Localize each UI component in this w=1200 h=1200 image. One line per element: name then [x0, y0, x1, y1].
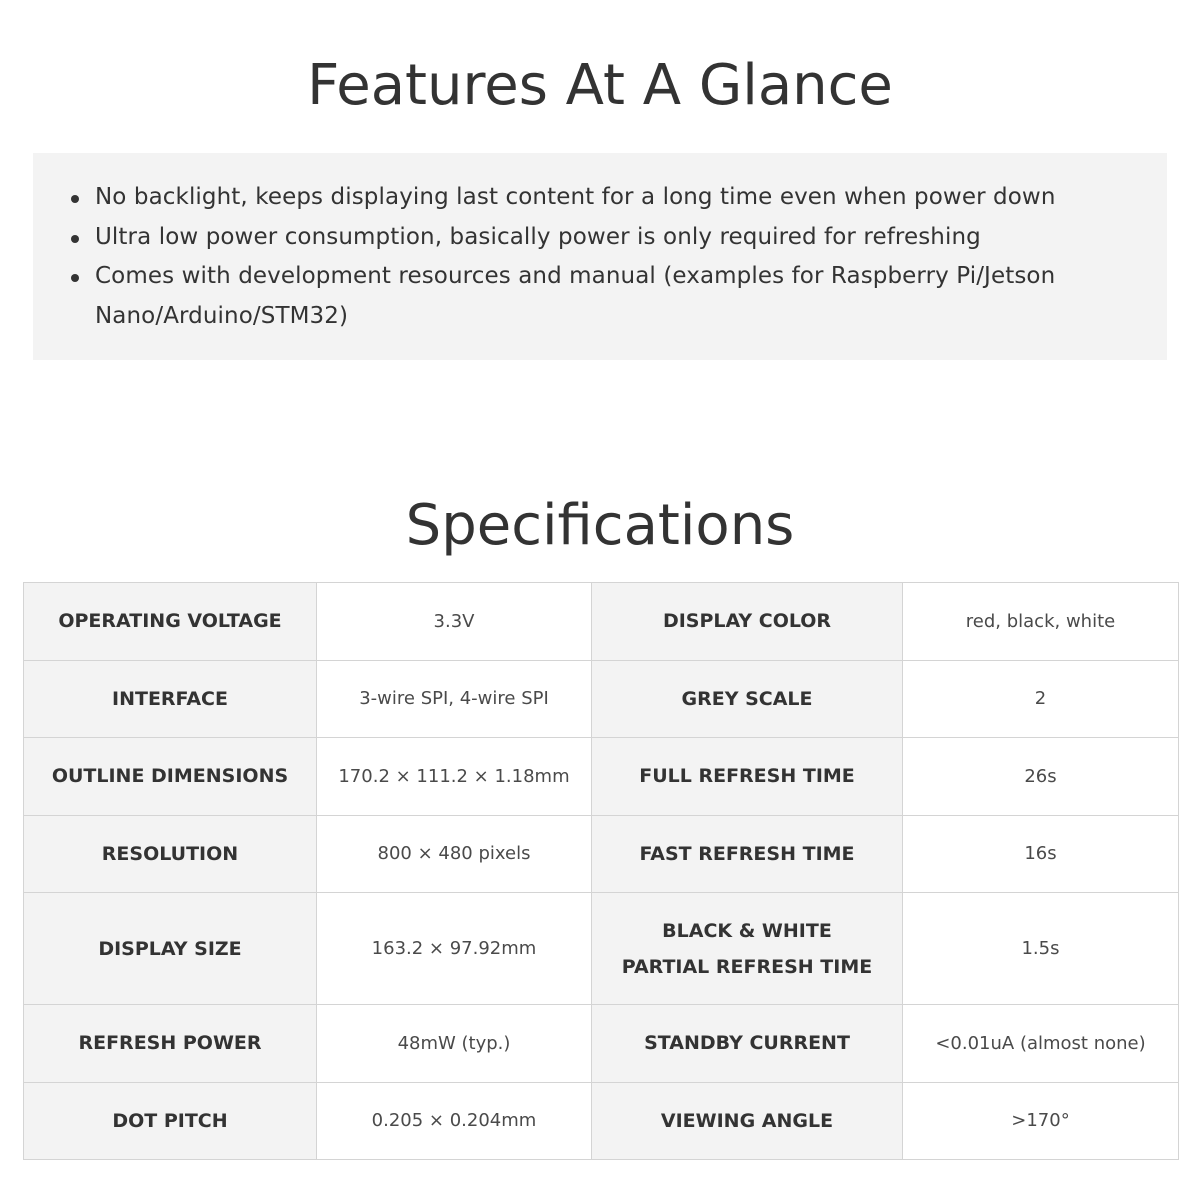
spec-label: VIEWING ANGLE [592, 1082, 903, 1160]
table-row [24, 1082, 1179, 1160]
feature-text: Comes with development resources and manual (examples for Raspberry Pi/Jetson Nano/Arduino/STM32) [95, 263, 1056, 329]
spec-value: 170.2 × 111.2 × 1.18mm [317, 738, 592, 816]
bullet-icon [71, 274, 79, 282]
spec-label-line: PARTIAL REFRESH TIME [621, 955, 873, 978]
table-row [24, 738, 1179, 816]
spec-value: <0.01uA (almost none) [903, 1005, 1179, 1083]
spec-label: DOT PITCH [24, 1082, 317, 1160]
spec-label: FAST REFRESH TIME [592, 815, 903, 893]
spec-value: 3-wire SPI, 4-wire SPI [317, 660, 592, 738]
spec-label: OPERATING VOLTAGE [24, 583, 317, 661]
spec-label: GREY SCALE [592, 660, 903, 738]
spec-value: 48mW (typ.) [317, 1005, 592, 1083]
spec-label: RESOLUTION [24, 815, 317, 893]
specifications-title: Specifications [405, 493, 795, 558]
spec-label: FULL REFRESH TIME [592, 738, 903, 816]
spec-label: STANDBY CURRENT [592, 1005, 903, 1083]
table-row [24, 1005, 1179, 1083]
bullet-icon [71, 235, 79, 243]
spec-label [592, 893, 903, 1005]
table-row [24, 583, 1179, 661]
feature-text: Ultra low power consumption, basically power is only required for refreshing [95, 223, 981, 250]
table-row [24, 660, 1179, 738]
spec-value: 1.5s [903, 893, 1179, 1005]
table-row [24, 815, 1179, 893]
specifications-table [23, 582, 1179, 1160]
bullet-icon [71, 195, 79, 203]
spec-label: DISPLAY COLOR [592, 583, 903, 661]
spec-label: OUTLINE DIMENSIONS [24, 738, 317, 816]
feature-item [62, 178, 1062, 218]
spec-label: INTERFACE [24, 660, 317, 738]
feature-item [62, 218, 1062, 258]
spec-value: 26s [903, 738, 1179, 816]
spec-value: 800 × 480 pixels [317, 815, 592, 893]
spec-value: 2 [903, 660, 1179, 738]
feature-text: No backlight, keeps displaying last content for a long time even when power down [95, 184, 1056, 210]
spec-value: 16s [903, 815, 1179, 893]
spec-value: >170° [903, 1082, 1179, 1160]
spec-value: 0.205 × 0.204mm [317, 1082, 592, 1160]
features-title: Features At A Glance [307, 53, 893, 118]
spec-label: DISPLAY SIZE [24, 893, 317, 1005]
features-list [62, 178, 1062, 336]
spec-label-line: BLACK & WHITE [662, 919, 832, 942]
spec-value: red, black, white [903, 583, 1179, 661]
table-row [24, 893, 1179, 1005]
spec-value: 3.3V [317, 583, 592, 661]
feature-item [62, 257, 1062, 336]
spec-value: 163.2 × 97.92mm [317, 893, 592, 1005]
spec-label: REFRESH POWER [24, 1005, 317, 1083]
